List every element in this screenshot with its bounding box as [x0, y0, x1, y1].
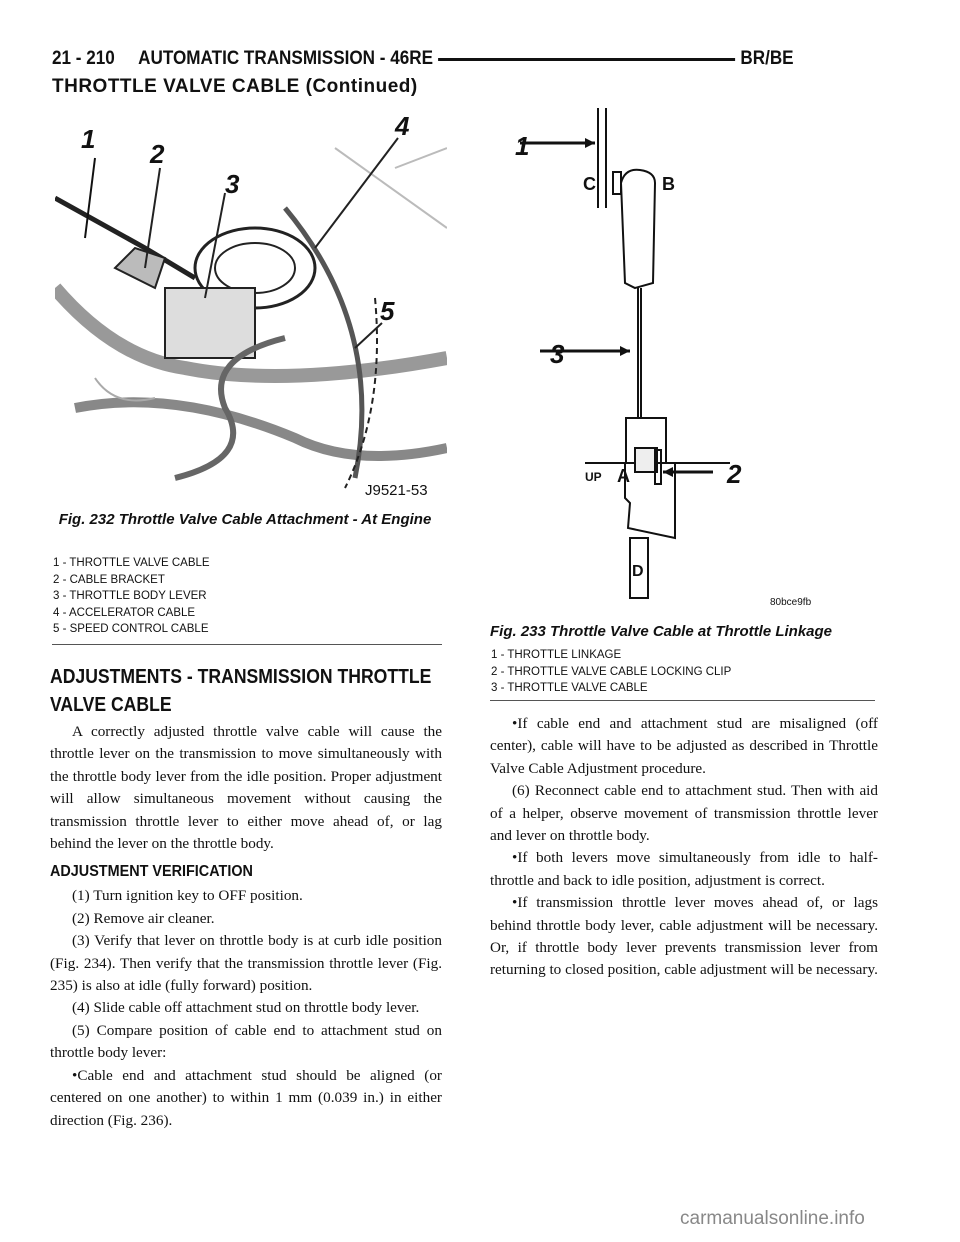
- callout-3: 3: [550, 339, 565, 369]
- section-title: THROTTLE VALVE CABLE (Continued): [52, 76, 418, 97]
- divider: [52, 644, 442, 645]
- model-code: BR/BE: [740, 48, 794, 69]
- callout-1: 1: [515, 131, 530, 161]
- legend-item: 2 - CABLE BRACKET: [53, 573, 165, 586]
- step-2: (2) Remove air cleaner.: [72, 909, 215, 927]
- callout-4: 4: [395, 111, 410, 141]
- intro-paragraph: A correctly adjusted throttle valve cable will cause the throttle lever on the transmission to move simultaneously with the throttle body lever from the idle position. Proper adjustment will allow simultaneous movement without causing the transmission throttle lever to either move ahead of, or lag behind the lever on the throttle body.: [50, 723, 442, 853]
- section-heading: ADJUSTMENTS - TRANSMISSION THROTTLE VALVE CABLE: [50, 666, 432, 716]
- legend-item: 3 - THROTTLE BODY LEVER: [53, 590, 207, 602]
- label-up: UP: [585, 470, 602, 484]
- header-rule: [438, 58, 735, 61]
- figure-233-illustration: [495, 108, 875, 608]
- callout-5: 5: [380, 296, 395, 326]
- figure-code: 80bce9fb: [770, 597, 812, 608]
- page-number: 21 - 210: [52, 48, 115, 69]
- label-c: C: [583, 174, 596, 194]
- bullet-text: Cable end and attachment stud should be aligned (or centered on one another) to within 1 mm (0.039 in.) in either direction (Fig. 236).: [50, 1066, 442, 1129]
- step-6: (6) Reconnect cable end to attachment stud. Then with aid of a helper, observe movement of transmission throttle lever and lever on throttle body.: [490, 782, 878, 845]
- bullet-icon: •: [512, 849, 518, 867]
- label-b: B: [662, 174, 675, 194]
- callout-1: 1: [81, 124, 96, 154]
- legend-item: 5 - SPEED CONTROL CABLE: [53, 623, 209, 635]
- bullet-icon: •: [72, 1066, 78, 1084]
- figure-232-legend: [53, 555, 210, 638]
- step-5: (5) Compare position of cable end to attachment stud on throttle body lever:: [50, 1021, 442, 1062]
- callout-2: 2: [727, 459, 742, 489]
- bullet-icon: •: [512, 894, 518, 912]
- bullet-text: If transmission throttle lever moves ahead of, or lags behind throttle body lever, cable adjustment will be necessary. Or, if throttle body lever prevents transmission lever from returning to closed position, cable adjustment will be necessary.: [490, 894, 878, 979]
- legend-item: 2 - THROTTLE VALVE CABLE LOCKING CLIP: [491, 665, 732, 678]
- watermark: carmanualsonline.info: [680, 1208, 865, 1229]
- bullet-item: [490, 892, 878, 982]
- figure-233-legend: [491, 647, 731, 697]
- chapter-title: AUTOMATIC TRANSMISSION - 46RE: [138, 48, 433, 69]
- subheading: ADJUSTMENT VERIFICATION: [50, 863, 253, 881]
- figure-232-caption: Fig. 232 Throttle Valve Cable Attachment - At Engine: [58, 511, 432, 528]
- label-d: D: [632, 563, 644, 580]
- bullet-item: [490, 713, 878, 780]
- divider: [490, 700, 875, 701]
- bullet-item: [490, 847, 878, 892]
- step-1: (1) Turn ignition key to OFF position.: [72, 887, 303, 905]
- label-a: A: [617, 466, 630, 486]
- right-column: [490, 713, 878, 982]
- page-header: [52, 46, 794, 72]
- bullet-icon: •: [512, 715, 518, 732]
- figure-code: J9521-53: [365, 482, 428, 499]
- step-3: (3) Verify that lever on throttle body is at curb idle position (Fig. 234). Then verify that the transmission throttle lever (Fig. 235) is also at idle (fully forward) position.: [50, 932, 442, 995]
- bullet-item: [50, 1065, 442, 1132]
- left-column: [50, 663, 442, 1132]
- bullet-text: If cable end and attachment stud are misaligned (off center), cable will have to be adjusted as described in Throttle Valve Cable Adjustment procedure.: [490, 715, 878, 777]
- bullet-text: If both levers move simultaneously from idle to half-throttle and back to idle position, adjustment is correct.: [490, 849, 878, 889]
- callout-2: 2: [150, 139, 165, 169]
- legend-item: 1 - THROTTLE VALVE CABLE: [53, 557, 210, 569]
- figure-232-illustration: [55, 108, 447, 503]
- legend-item: 3 - THROTTLE VALVE CABLE: [491, 682, 648, 694]
- legend-item: 1 - THROTTLE LINKAGE: [491, 649, 622, 661]
- callout-3: 3: [225, 169, 240, 199]
- legend-item: 4 - ACCELERATOR CABLE: [53, 606, 196, 619]
- figure-233-caption: Fig. 233 Throttle Valve Cable at Throttle Linkage: [490, 623, 833, 640]
- step-4: (4) Slide cable off attachment stud on throttle body lever.: [72, 999, 420, 1017]
